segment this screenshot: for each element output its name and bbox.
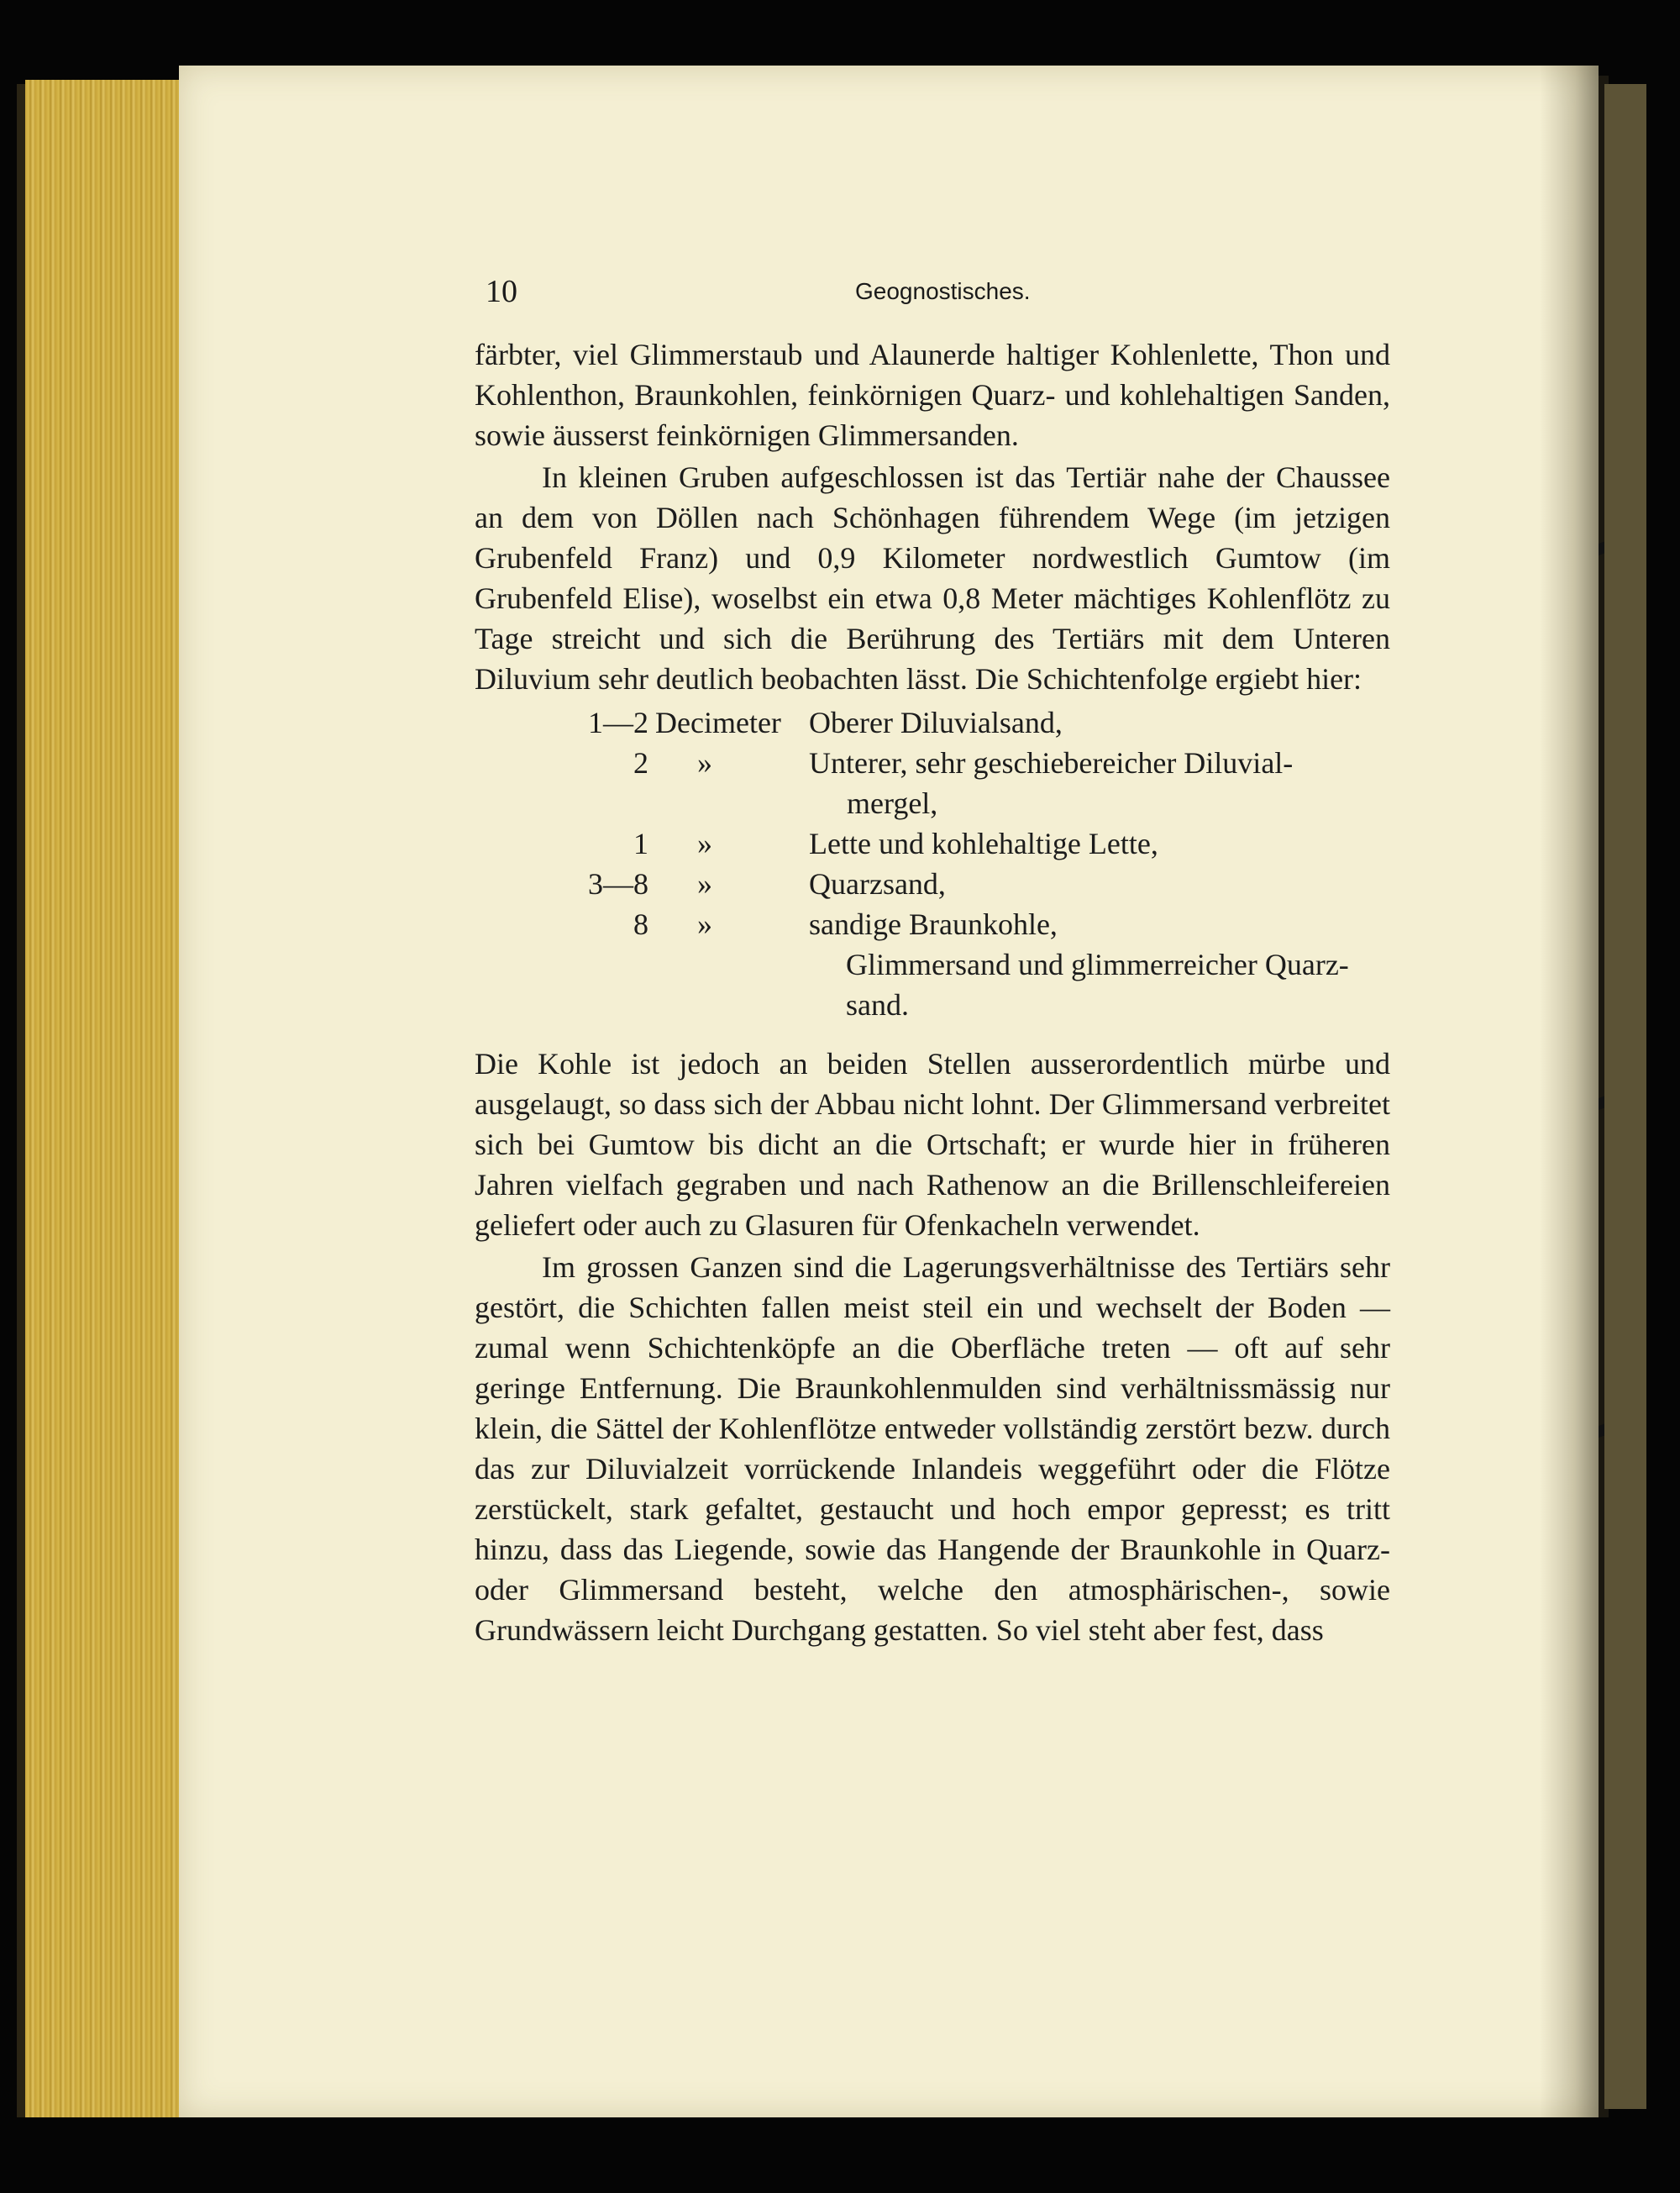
stratum-thickness: 2 xyxy=(633,746,648,780)
stratum-unit: Decimeter xyxy=(655,706,781,739)
stratum-description xyxy=(809,823,1390,864)
stratum-row xyxy=(475,702,1390,743)
stratum-description xyxy=(809,904,1390,1025)
page-gutter-shading xyxy=(1540,66,1599,2117)
running-head: Geognostisches. xyxy=(855,278,1031,304)
stratum-description xyxy=(809,702,1390,743)
stratum-unit: » xyxy=(697,867,712,901)
paragraph: Die Kohle ist jedoch an beiden Stellen ausserordentlich mürbe und ausgelaugt, so dass sich der Abbau nicht lohnt. Der Glimmersand verbreitet sich bei Gumtow bis dicht an die Ortschaft; er wurde hier in früheren Jahren vielfach gegraben und nach Rathenow an die Brillenschleifereien geliefert oder auch zu Glasuren für Ofenkacheln verwendet. xyxy=(475,1047,1390,1242)
stratum-row xyxy=(475,904,1390,1025)
paragraph: färbter, viel Glimmerstaub und Alaunerde haltiger Kohlenlette, Thon und Kohlenthon, Braunkohlen, feinkörnigen Quarz- und kohlehaltigen Sanden, sowie äusserst feinkörnigen Glimmersanden. xyxy=(475,338,1390,452)
stratum-desc-continuation: mergel, xyxy=(847,786,938,820)
stratum-desc-continuation: Glimmersand und glimmerreicher Quarz-sand. xyxy=(846,948,1349,1022)
stratum-desc-text: Quarzsand, xyxy=(809,867,946,901)
stratum-desc-text: Unterer, sehr geschiebereicher Diluvial- xyxy=(809,746,1294,780)
strata-list xyxy=(475,702,1390,1025)
stratum-unit: » xyxy=(697,907,712,941)
stratum-row xyxy=(475,864,1390,904)
facing-page-edge xyxy=(1604,84,1646,2109)
stratum-description xyxy=(809,743,1390,823)
stratum-thickness: 3—8 xyxy=(588,867,648,901)
stratum-unit: » xyxy=(697,827,712,860)
stratum-desc-text: Oberer Diluvialsand, xyxy=(809,706,1063,739)
stratum-thickness: 8 xyxy=(633,907,648,941)
paragraph: In kleinen Gruben aufgeschlossen ist das Tertiär nahe der Chaussee an dem von Döllen nach Schönhagen führendem Wege (im jetzigen Grubenfeld Franz) und 0,9 Kilometer nordwestlich Gumtow (im Grubenfeld Elise), woselbst ein etwa 0,8 Meter mächtiges Kohlenflötz zu Tage streicht und sich die Berührung des Tertiärs mit dem Unteren Diluvium sehr deutlich beobachten lässt. Die Schichtenfolge ergiebt hier: xyxy=(475,460,1390,696)
stratum-desc-text: Lette und kohlehaltige Lette, xyxy=(809,827,1158,860)
stratum-thickness: 1—2 xyxy=(588,706,648,739)
stratum-desc-text: sandige Braunkohle, xyxy=(809,907,1058,941)
stratum-row xyxy=(475,823,1390,864)
body-text xyxy=(475,334,1390,1650)
page-header xyxy=(486,273,1384,315)
book-page-edges xyxy=(25,80,181,2117)
paragraph: Im grossen Ganzen sind die Lagerungsverhältnisse des Tertiärs sehr gestört, die Schichten fallen meist steil ein und wechselt der Boden — zumal wenn Schichtenköpfe an die Oberfläche treten — oft auf sehr geringe Entfernung. Die Braunkohlenmulden sind verhältnissmässig nur klein, die Sättel der Kohlenflötze entweder vollständig zerstört bezw. durch das zur Diluvialzeit vorrückende Inlandeis weggeführt oder die Flötze zerstückelt, stark gefaltet, gestaucht und hoch empor gepresst; es tritt hinzu, dass das Liegende, sowie das Hangende der Braunkohle in Quarz- oder Glimmersand besteht, welche den atmosphärischen-, sowie Grundwässern leicht Durchgang gestatten. So viel steht aber fest, dass xyxy=(475,1250,1390,1647)
stratum-row xyxy=(475,743,1390,823)
stratum-unit: » xyxy=(697,746,712,780)
stratum-thickness: 1 xyxy=(633,827,648,860)
stratum-description xyxy=(809,864,1390,904)
page-number: 10 xyxy=(486,274,517,309)
